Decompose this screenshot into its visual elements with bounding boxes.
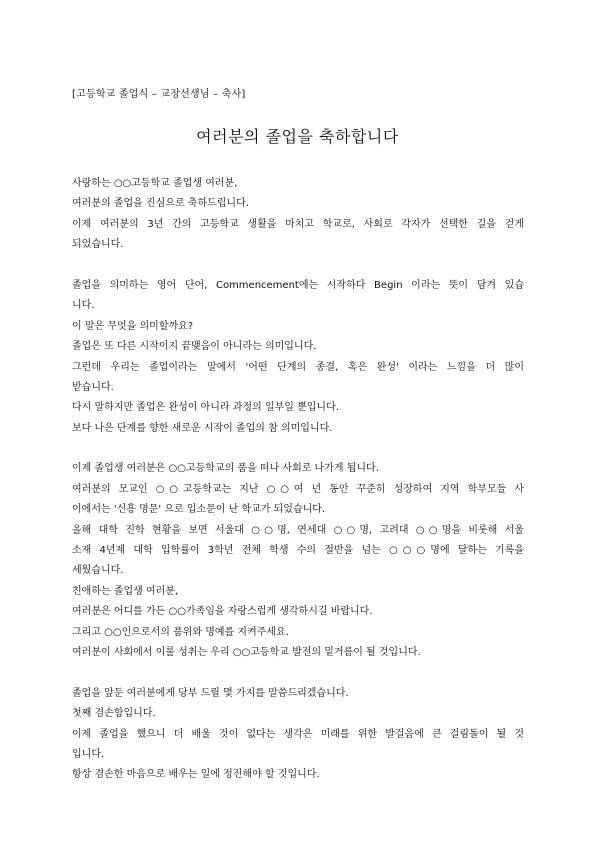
text-line: 여러분은 어디를 가든 ○○가족임을 자랑스럽게 생각하시길 바랍니다. (72, 606, 373, 618)
text-line: 졸업을 앞둔 여러분에게 당부 드릴 몇 가지를 말씀드리겠습니다. (72, 687, 349, 699)
paragraph (72, 174, 524, 256)
text-line: 입니다. (72, 748, 105, 760)
paragraph (72, 276, 524, 439)
paragraph (72, 459, 524, 663)
document-body (72, 174, 524, 786)
text-line: 여러분의 졸업을 진심으로 축하드립니다. (72, 198, 249, 210)
text-line: 사랑하는 ○○고등학교 졸업생 여러분, (72, 178, 238, 189)
text-line: 여러분의 모교인 ○○고등학교는 지난 ○○여 년 동안 꾸준히 성장하여 지역 학부모들 사 (72, 483, 524, 495)
text-line: 이제 여러분의 3년 간의 고등학교 생활을 마치고 학교로, 사회로 각자가 선택한 길을 걷게 (72, 218, 524, 230)
text-line: 이에서는 '신흥 명문' 으로 입소문이 난 학교가 되었습니다. (72, 504, 326, 516)
text-line: 보다 나은 단계를 향한 새로운 시작이 졸업의 참 의미입니다. (72, 422, 333, 434)
text-line: 그런데 우리는 졸업이라는 말에서 '어떤 단계의 종결, 혹은 완성' 이라는 느낌을 더 많이 (72, 361, 524, 373)
paragraph-gap (72, 256, 524, 276)
text-line: 소재 4년제 대학 입학률이 3학년 전체 학생 수의 절반을 넘는 ○○○명에 달하는 기록을 (72, 545, 524, 557)
document-title: 여러분의 졸업을 축하합니다 (196, 127, 399, 146)
text-line: 되었습니다. (72, 239, 124, 251)
text-line: 이제 졸업을 했으니 더 배울 것이 없다는 생각은 미래를 위한 발걸음에 큰 걸림돌이 될 것 (72, 728, 524, 740)
text-line: 이 말은 무엇을 의미할까요? (72, 320, 194, 332)
text-line: 다시 말하지만 졸업은 완성이 아니라 과정의 일부일 뿐입니다. (72, 402, 339, 414)
paragraph (72, 684, 524, 786)
text-line: 첫째 겸손함입니다. (72, 708, 156, 720)
text-line: 세웠습니다. (72, 565, 124, 577)
text-line: 여러분이 사회에서 이룰 성취는 우리 ○○고등학교 발전의 밑거름이 될 것입니다. (72, 646, 421, 658)
text-line: 그리고 ○○인으로서의 품위와 명예를 지켜주세요. (72, 626, 289, 638)
text-line: 니다. (72, 300, 95, 312)
text-line: 올해 대학 진학 현황을 보면 서울대 ○○명, 연세대 ○○명, 고려대 ○○명을 비롯해 서울 (72, 524, 524, 536)
text-line: 항상 겸손한 마음으로 배우는 일에 정진해야 할 것입니다. (72, 769, 320, 781)
text-line: 받습니다. (72, 381, 114, 393)
text-line: 졸업은 또 다른 시작이지 끝맺음이 아니라는 의미입니다. (72, 341, 317, 353)
text-line: 졸업을 의미하는 영어 단어, Commencement에는 시작하다 Begin 이라는 뜻이 담겨 있습 (72, 279, 524, 291)
text-line: 이제 졸업생 여러분은 ○○고등학교의 품을 떠나 사회로 나가게 됩니다. (72, 463, 379, 475)
paragraph-gap (72, 663, 524, 683)
paragraph-gap (72, 439, 524, 459)
text-line: 친애하는 졸업생 여러분, (72, 585, 179, 597)
document-header: [고등학교 졸업식 – 교장선생님 – 축사] (72, 89, 246, 100)
